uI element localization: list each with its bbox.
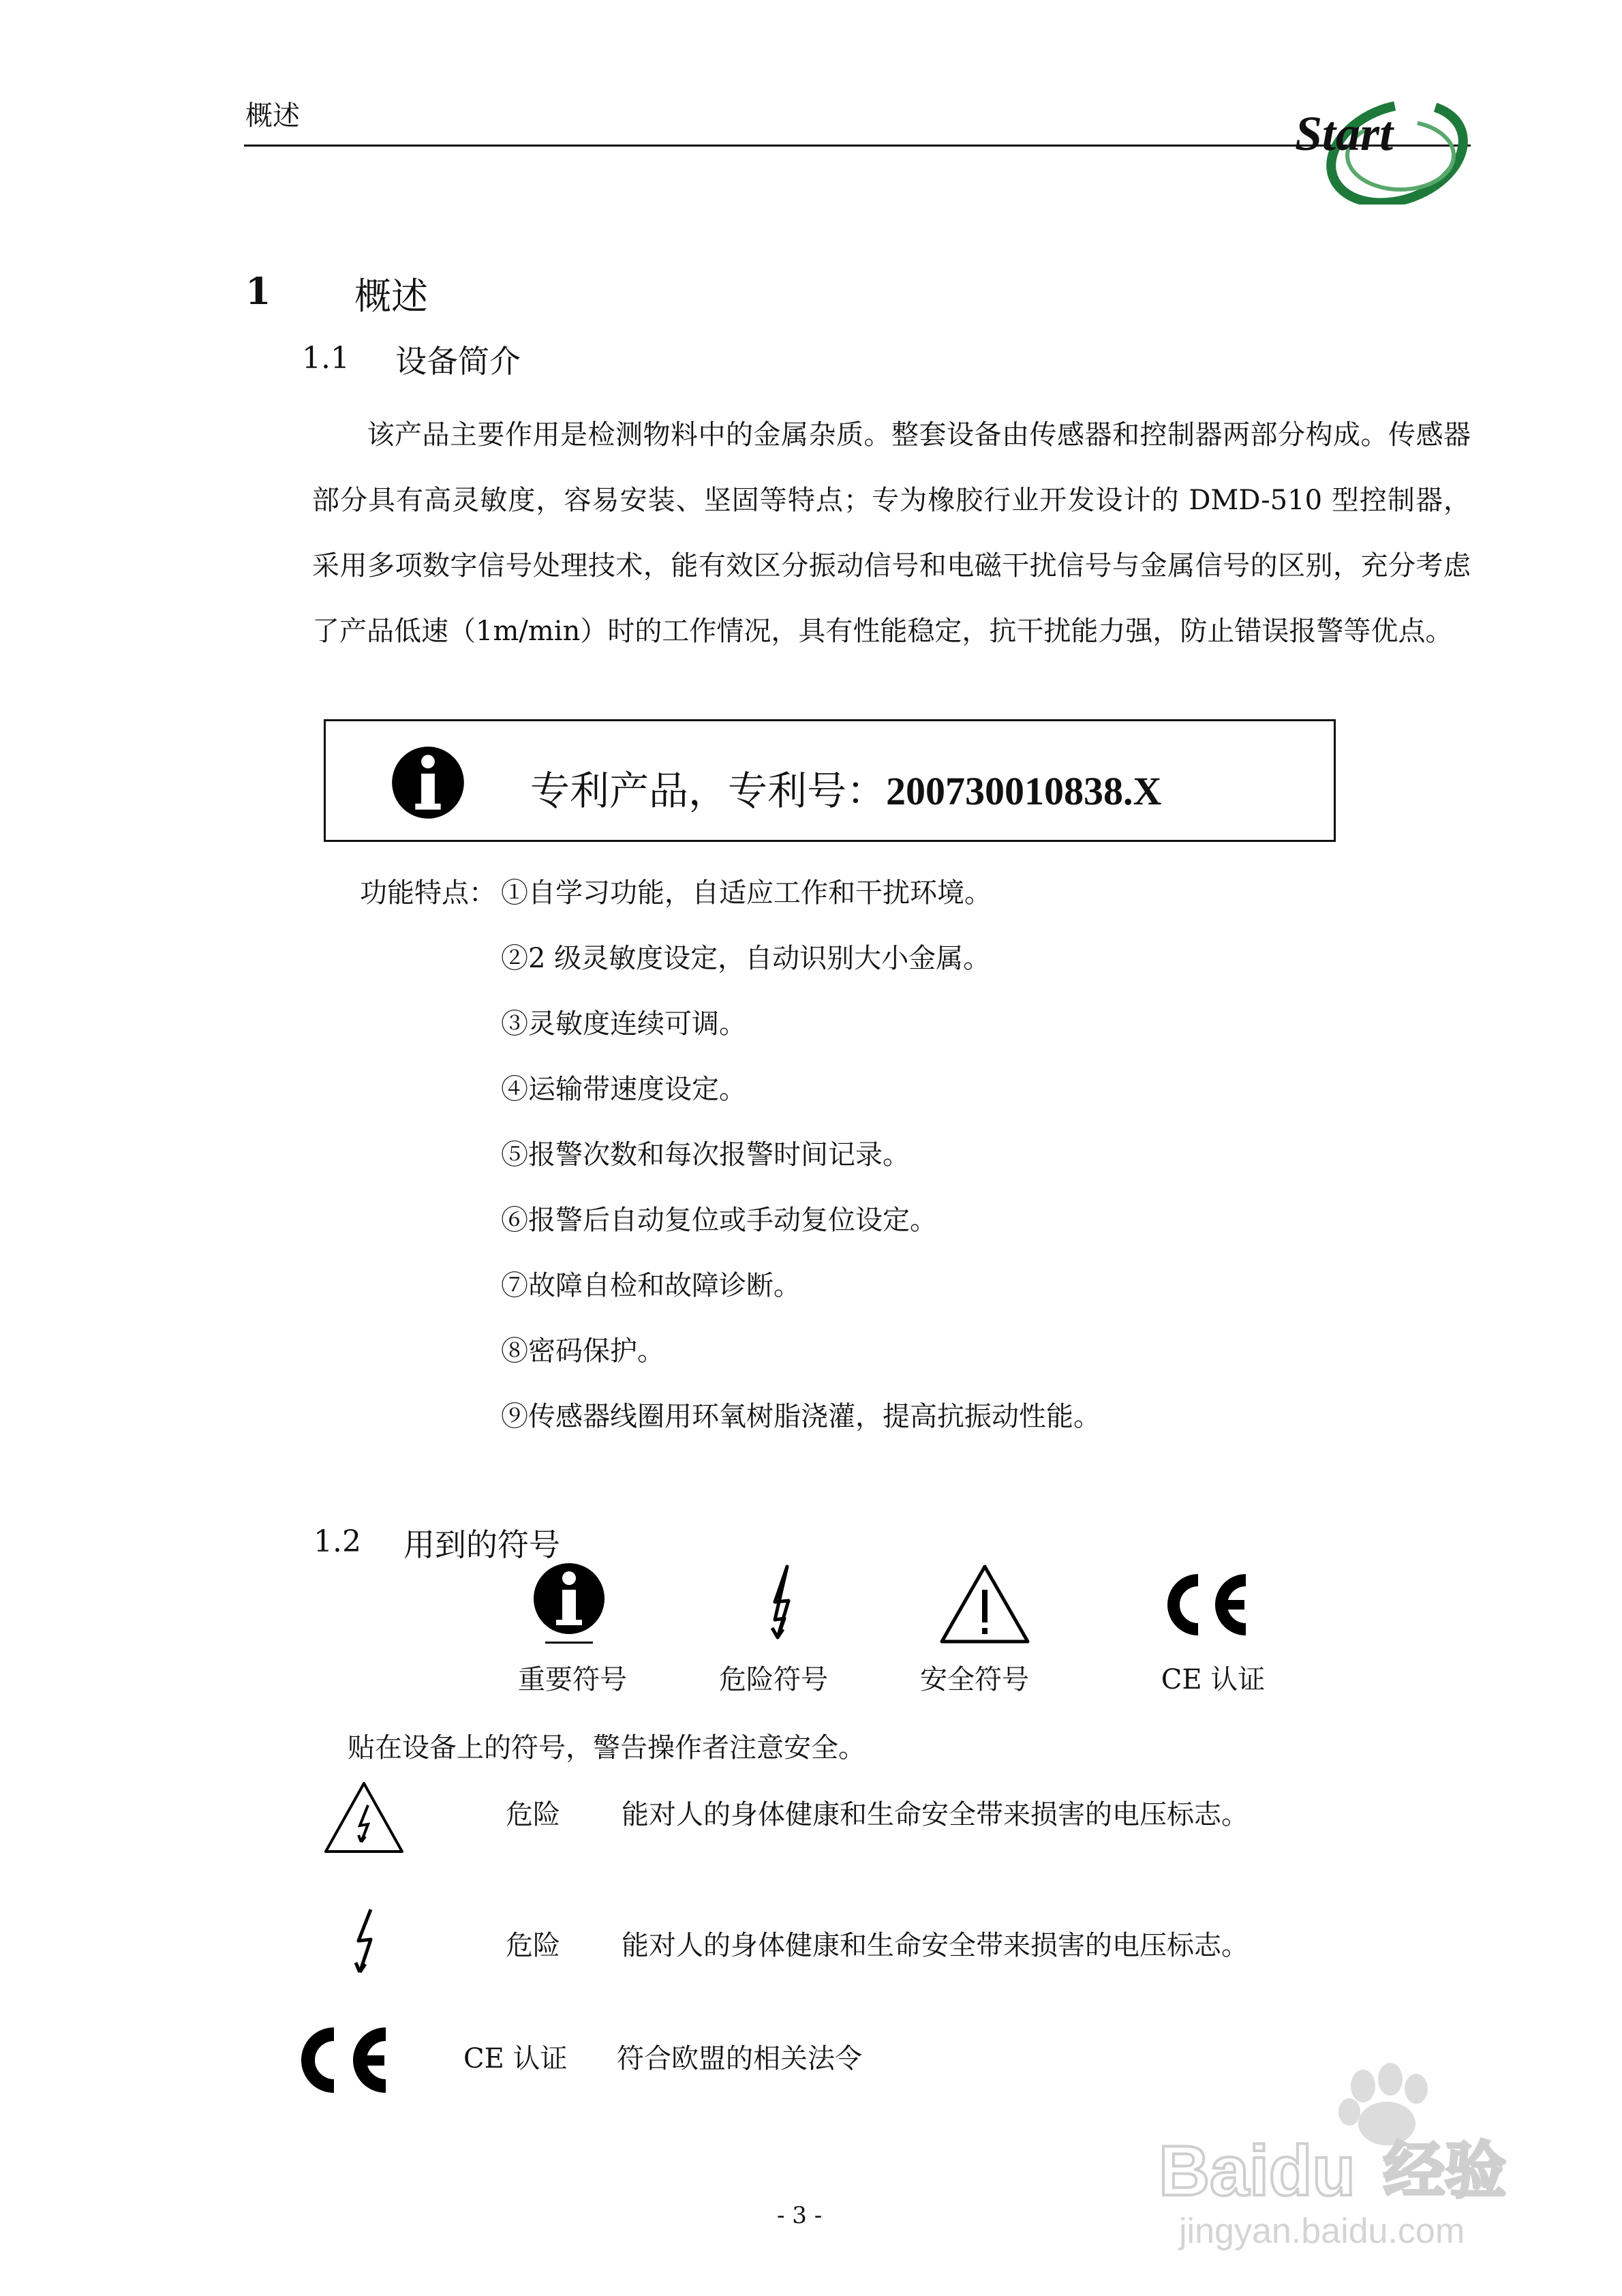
subsection-title: 用到的符号 (403, 1526, 560, 1563)
feature-item: ③灵敏度连续可调。 (501, 1008, 746, 1040)
symbol-label: 安全符号 (920, 1664, 1029, 1695)
page-number: - 3 - (777, 2202, 823, 2229)
feature-item: ⑤报警次数和每次报警时间记录。 (501, 1139, 910, 1170)
svg-text:经验: 经验 (1383, 2135, 1506, 2207)
section-number: 1 (245, 269, 271, 313)
patent-text: 专利产品，专利号：200730010838.X (530, 768, 1162, 814)
patent-notice-box (324, 719, 1336, 842)
ce-mark-icon (285, 2018, 394, 2103)
lightning-icon (733, 1561, 835, 1650)
symbols-intro: 贴在设备上的符号，警告操作者注意安全。 (348, 1732, 866, 1764)
symbol-row-desc: 能对人的身体健康和生命安全带来损害的电压标志。 (622, 1930, 1249, 1961)
feature-item: ⑨传感器线圈用环氧树脂浇灌，提高抗振动性能。 (501, 1401, 1101, 1432)
symbol-row-name: CE 认证 (463, 2043, 568, 2074)
lightning-icon (341, 1905, 388, 1980)
symbol-label: 重要符号 (518, 1664, 627, 1695)
start-logo (1288, 95, 1479, 205)
section-title: 概述 (354, 275, 428, 318)
symbol-row-name: 危险 (506, 1799, 560, 1830)
patent-number: 200730010838.X (886, 769, 1162, 813)
subsection-number: 1.2 (313, 1524, 361, 1559)
ce-mark-icon (1152, 1561, 1254, 1650)
feature-item: ②2 级灵敏度设定，自动识别大小金属。 (501, 943, 991, 974)
header-rule (244, 145, 1471, 147)
svg-text:jingyan.baidu.com: jingyan.baidu.com (1179, 2211, 1465, 2251)
symbol-label: CE 认证 (1161, 1664, 1266, 1695)
features-label: 功能特点： (360, 877, 496, 909)
header-title: 概述 (245, 100, 300, 132)
feature-item: ⑥报警后自动复位或手动复位设定。 (501, 1205, 937, 1236)
info-icon (518, 1561, 620, 1650)
feature-item: ①自学习功能，自适应工作和干扰环境。 (501, 877, 992, 909)
high-voltage-triangle-icon (322, 1779, 407, 1858)
symbol-label: 危险符号 (719, 1664, 828, 1695)
symbol-row-name: 危险 (506, 1930, 560, 1961)
subsection-title: 设备简介 (395, 343, 521, 380)
feature-item: ④运输带速度设定。 (501, 1074, 746, 1105)
svg-text:Baidu: Baidu (1159, 2132, 1356, 2211)
subsection-number: 1.1 (302, 341, 350, 376)
baidu-watermark (1152, 2059, 1533, 2256)
info-icon (391, 745, 465, 820)
intro-paragraph: 该产品主要作用是检测物料中的金属杂质。整套设备由传感器和控制器两部分构成。传感器部分具有高灵敏度，容易安装、坚固等特点；专为橡胶行业开发设计的 DMD-510 型控制器，采用多项数字信号处理技术，能有效区分振动信号和电磁干扰信号与金属信号的区别，充分考虑了产品低速（1m/min）时的工作情况，具有性能稳定，抗干扰能力强，防止错误报警等优点。 (312, 419, 1471, 647)
svg-text:Start: Start (1295, 106, 1394, 161)
feature-item: ⑧密码保护。 (501, 1335, 664, 1367)
symbol-row-desc: 符合欧盟的相关法令 (617, 2043, 862, 2074)
symbol-row-desc: 能对人的身体健康和生命安全带来损害的电压标志。 (622, 1799, 1249, 1830)
feature-item: ⑦故障自检和故障诊断。 (501, 1270, 801, 1301)
warning-triangle-icon (934, 1561, 1036, 1650)
